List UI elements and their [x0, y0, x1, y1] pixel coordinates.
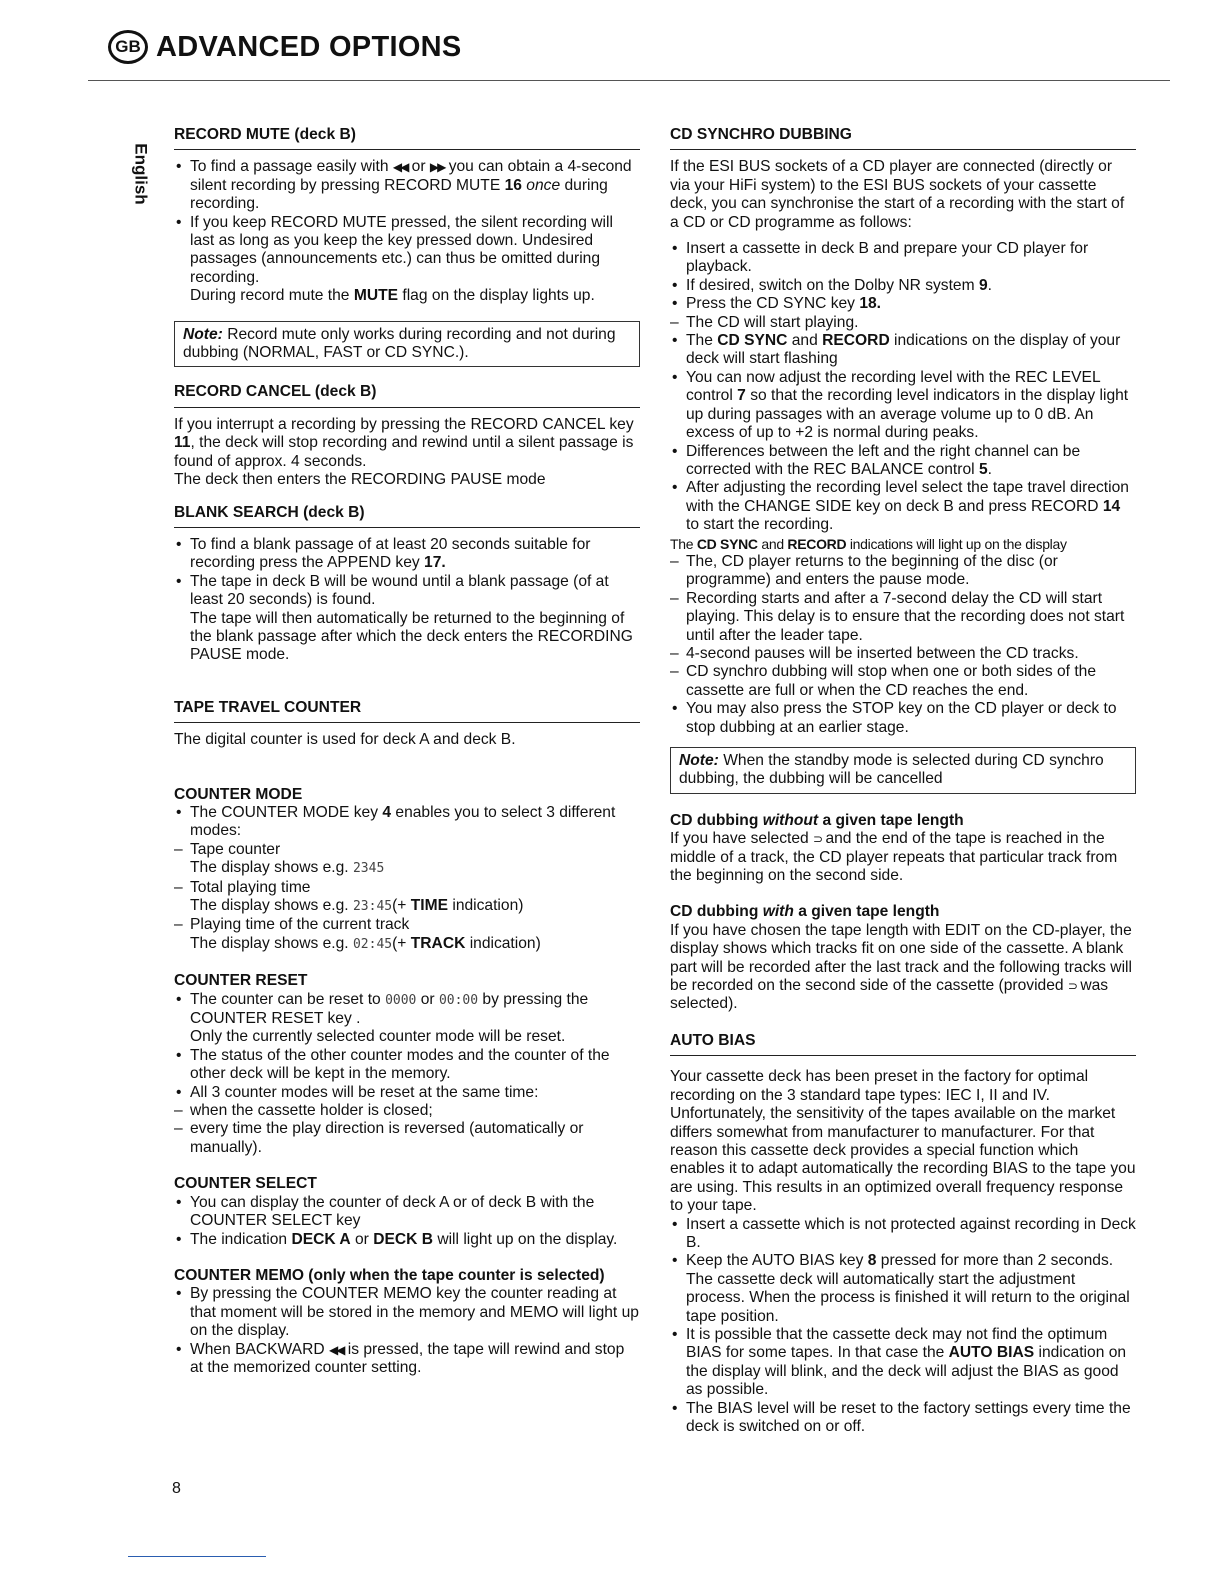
- counter-reset-heading: COUNTER RESET: [174, 972, 308, 990]
- lcd-value: 0000: [385, 992, 417, 1008]
- tape-counter-heading: TAPE TRAVEL COUNTER: [174, 699, 640, 723]
- page-title: ADVANCED OPTIONS: [156, 30, 462, 63]
- list-item: • Insert a cassette which is not protected against recording in Deck B.: [670, 1216, 1136, 1253]
- language-label: English: [131, 143, 151, 205]
- record-cancel-text-2: The deck then enters the RECORDING PAUSE mode: [174, 471, 546, 489]
- dub-without-heading: CD dubbing without a given tape length: [670, 811, 964, 829]
- list-item: • By pressing the COUNTER MEMO key the counter reading at that moment will be stored in the memory and MEMO will light up on the display.: [174, 1285, 640, 1340]
- list-item: • If you keep RECORD MUTE pressed, the silent recording will last as long as you keep the key pressed down. Undesired passages (announcements etc.) can thus be omitted during recording. During record mute the MUTE flag on the display lights up.: [174, 214, 640, 306]
- list-item: • Press the CD SYNC key 18.: [670, 295, 1136, 313]
- counter-mode-list: [174, 804, 640, 954]
- record-mute-list: [174, 158, 640, 305]
- dub-without-text: If you have selected ⊃ and the end of the tape is reached in the middle of a track, the CD player repeats that particular track from the beginning on the second side.: [670, 830, 1118, 885]
- cd-synchro-heading: CD SYNCHRO DUBBING: [670, 126, 1136, 150]
- counter-select-heading: COUNTER SELECT: [174, 1175, 317, 1193]
- lcd-value: 00:00: [438, 992, 479, 1008]
- list-item: • The counter can be reset to 0000 or 00:00 by pressing the COUNTER RESET key . Only the currently selected counter mode will be reset.: [174, 991, 640, 1047]
- list-item: • The indication DECK A or DECK B will light up on the display.: [174, 1231, 640, 1249]
- footer-line: [128, 1556, 266, 1557]
- list-item: • You can display the counter of deck A or of deck B with the COUNTER SELECT key: [174, 1194, 640, 1231]
- record-mute-heading: RECORD MUTE (deck B): [174, 126, 640, 150]
- fast-forward-icon: ▶▶: [429, 160, 445, 175]
- dub-with-heading: CD dubbing with a given tape length: [670, 903, 940, 921]
- list-item: – 4-second pauses will be inserted between the CD tracks.: [670, 645, 1136, 663]
- counter-select-list: [174, 1194, 640, 1249]
- list-item: • It is possible that the cassette deck may not find the optimum BIAS for some tapes. In that case the AUTO BIAS indication on the display will blink, and the deck will adjust the BIAS as good as possible.: [670, 1326, 1136, 1400]
- cd-synchro-intro: If the ESI BUS sockets of a CD player are connected (directly or via your HiFi system) to the ESI BUS sockets of your cassette deck, you can synchronise the start of a recording with the start of a CD or CD programme as follows:: [670, 158, 1125, 231]
- list-item: • The status of the other counter modes and the counter of the other deck will be kept in the memory.: [174, 1047, 640, 1084]
- page-number: 8: [172, 1480, 181, 1497]
- right-column: [670, 126, 1136, 1436]
- list-item: – CD synchro dubbing will stop when one or both sides of the cassette are full or when the CD reaches the end.: [670, 663, 1136, 700]
- counter-mode-heading: COUNTER MODE: [174, 785, 303, 803]
- list-item: – when the cassette holder is closed;: [174, 1102, 640, 1120]
- tape-counter-text: The digital counter is used for deck A and deck B.: [174, 731, 516, 749]
- header-divider: [88, 80, 1170, 81]
- cd-synchro-list-2: [670, 553, 1136, 737]
- record-cancel-heading: RECORD CANCEL (deck B): [174, 383, 640, 407]
- list-item: – The CD will start playing.: [670, 314, 1136, 332]
- list-item: • The tape in deck B will be wound until a blank passage (of at least 20 seconds) is found. The tape will then automatically be returned to the beginning of the blank passage after which the deck enters the RECORDING PAUSE mode.: [174, 573, 640, 665]
- counter-memo-list: [174, 1285, 640, 1377]
- list-item: • Differences between the left and the right channel can be corrected with the REC BALANCE control 5.: [670, 443, 1136, 480]
- list-item: – Playing time of the current track The display shows e.g. 02:45(+ TRACK indication): [174, 916, 640, 954]
- list-item: – every time the play direction is reversed (automatically or manually).: [174, 1120, 640, 1157]
- auto-bias-intro: Your cassette deck has been preset in the factory for optimal recording on the 3 standard tape types: IEC I, II and IV. Unfortunately, the sensitivity of the tapes available on the market differs somewhat from manufacturer to manufacturer. For that reason this cassette deck provides a special function which enables it to adapt automatically the recording BIAS to the tape you are using. This results in an optimized overall frequency response to your tape.: [670, 1068, 1136, 1215]
- blank-search-heading: BLANK SEARCH (deck B): [174, 504, 640, 528]
- list-item: • Insert a cassette in deck B and prepare your CD player for playback.: [670, 240, 1136, 277]
- list-item: • The CD SYNC and RECORD indications on the display of your deck will start flashing: [670, 332, 1136, 369]
- auto-reverse-icon: ⊃: [813, 832, 822, 847]
- counter-memo-heading: COUNTER MEMO (only when the tape counter is selected): [174, 1266, 605, 1284]
- list-item: • You may also press the STOP key on the CD player or deck to stop dubbing at an earlier stage.: [670, 700, 1136, 737]
- list-item: • To find a blank passage of at least 20 seconds suitable for recording press the APPEND key 17.: [174, 536, 640, 573]
- auto-bias-list: [670, 1216, 1136, 1437]
- rewind-icon: ◀◀: [392, 160, 408, 175]
- record-mute-note: Note: Record mute only works during recording and not during dubbing (NORMAL, FAST or CD SYNC.).: [174, 321, 640, 368]
- list-item: • The COUNTER MODE key 4 enables you to select 3 different modes:: [174, 804, 640, 841]
- lcd-value: 2345: [352, 861, 385, 877]
- list-item: – The, CD player returns to the beginning of the disc (or programme) and enters the pause mode.: [670, 553, 1136, 590]
- cd-synchro-note: Note: When the standby mode is selected during CD synchro dubbing, the dubbing will be cancelled: [670, 747, 1136, 794]
- rewind-icon: ◀◀: [328, 1342, 344, 1357]
- country-badge: GB: [108, 30, 148, 64]
- dub-with-text: If you have chosen the tape length with EDIT on the CD-player, the display shows which tracks fit on one side of the cassette. A blank part will be recorded after the last track and the following tracks will be recorded on the second side of the cassette (provided ⊃ was selected).: [670, 921, 1132, 1013]
- list-item: – Recording starts and after a 7-second delay the CD will start playing. This delay is to ensure that the recording does not start until after the leader tape.: [670, 590, 1136, 645]
- left-column: [174, 126, 640, 1377]
- cd-sync-display-note: The CD SYNC and RECORD indications will light up on the display: [670, 535, 1067, 552]
- list-item: • Keep the AUTO BIAS key 8 pressed for more than 2 seconds. The cassette deck will automatically start the adjustment process. When the process is finished it will return to the original tape position.: [670, 1252, 1136, 1326]
- list-item: – Total playing time The display shows e.g. 23:45(+ TIME indication): [174, 879, 640, 917]
- cd-synchro-list: [670, 240, 1136, 535]
- list-item: – Tape counter The display shows e.g. 2345: [174, 841, 640, 879]
- page-header: [108, 30, 462, 64]
- list-item: • When BACKWARD ◀◀ is pressed, the tape will rewind and stop at the memorized counter setting.: [174, 1341, 640, 1378]
- list-item: • After adjusting the recording level select the tape travel direction with the CHANGE SIDE key on deck B and press RECORD 14 to start the recording.: [670, 479, 1136, 534]
- auto-reverse-icon: ⊃: [1067, 979, 1076, 994]
- list-item: • If desired, switch on the Dolby NR system 9.: [670, 277, 1136, 295]
- list-item: • You can now adjust the recording level with the REC LEVEL control 7 so that the recording level indicators in the display light up during passages with an average volume up to 0 dB. An excess of up to +2 is normal during peaks.: [670, 369, 1136, 443]
- record-cancel-text: If you interrupt a recording by pressing the RECORD CANCEL key 11, the deck will stop recording and rewind until a silent passage is found of approx. 4 seconds.: [174, 415, 634, 470]
- lcd-value: 02:45: [352, 936, 393, 952]
- list-item: • All 3 counter modes will be reset at the same time:: [174, 1084, 640, 1102]
- blank-search-list: [174, 536, 640, 665]
- list-item: • To find a passage easily with ◀◀ or ▶▶ you can obtain a 4-second silent recording by pressing RECORD MUTE 16 once during recording.: [174, 158, 640, 213]
- counter-reset-list: [174, 991, 640, 1158]
- lcd-value: 23:45: [352, 899, 393, 914]
- auto-bias-heading: AUTO BIAS: [670, 1032, 1136, 1056]
- list-item: • The BIAS level will be reset to the factory settings every time the deck is switched on or off.: [670, 1400, 1136, 1437]
- language-tab: [132, 134, 160, 224]
